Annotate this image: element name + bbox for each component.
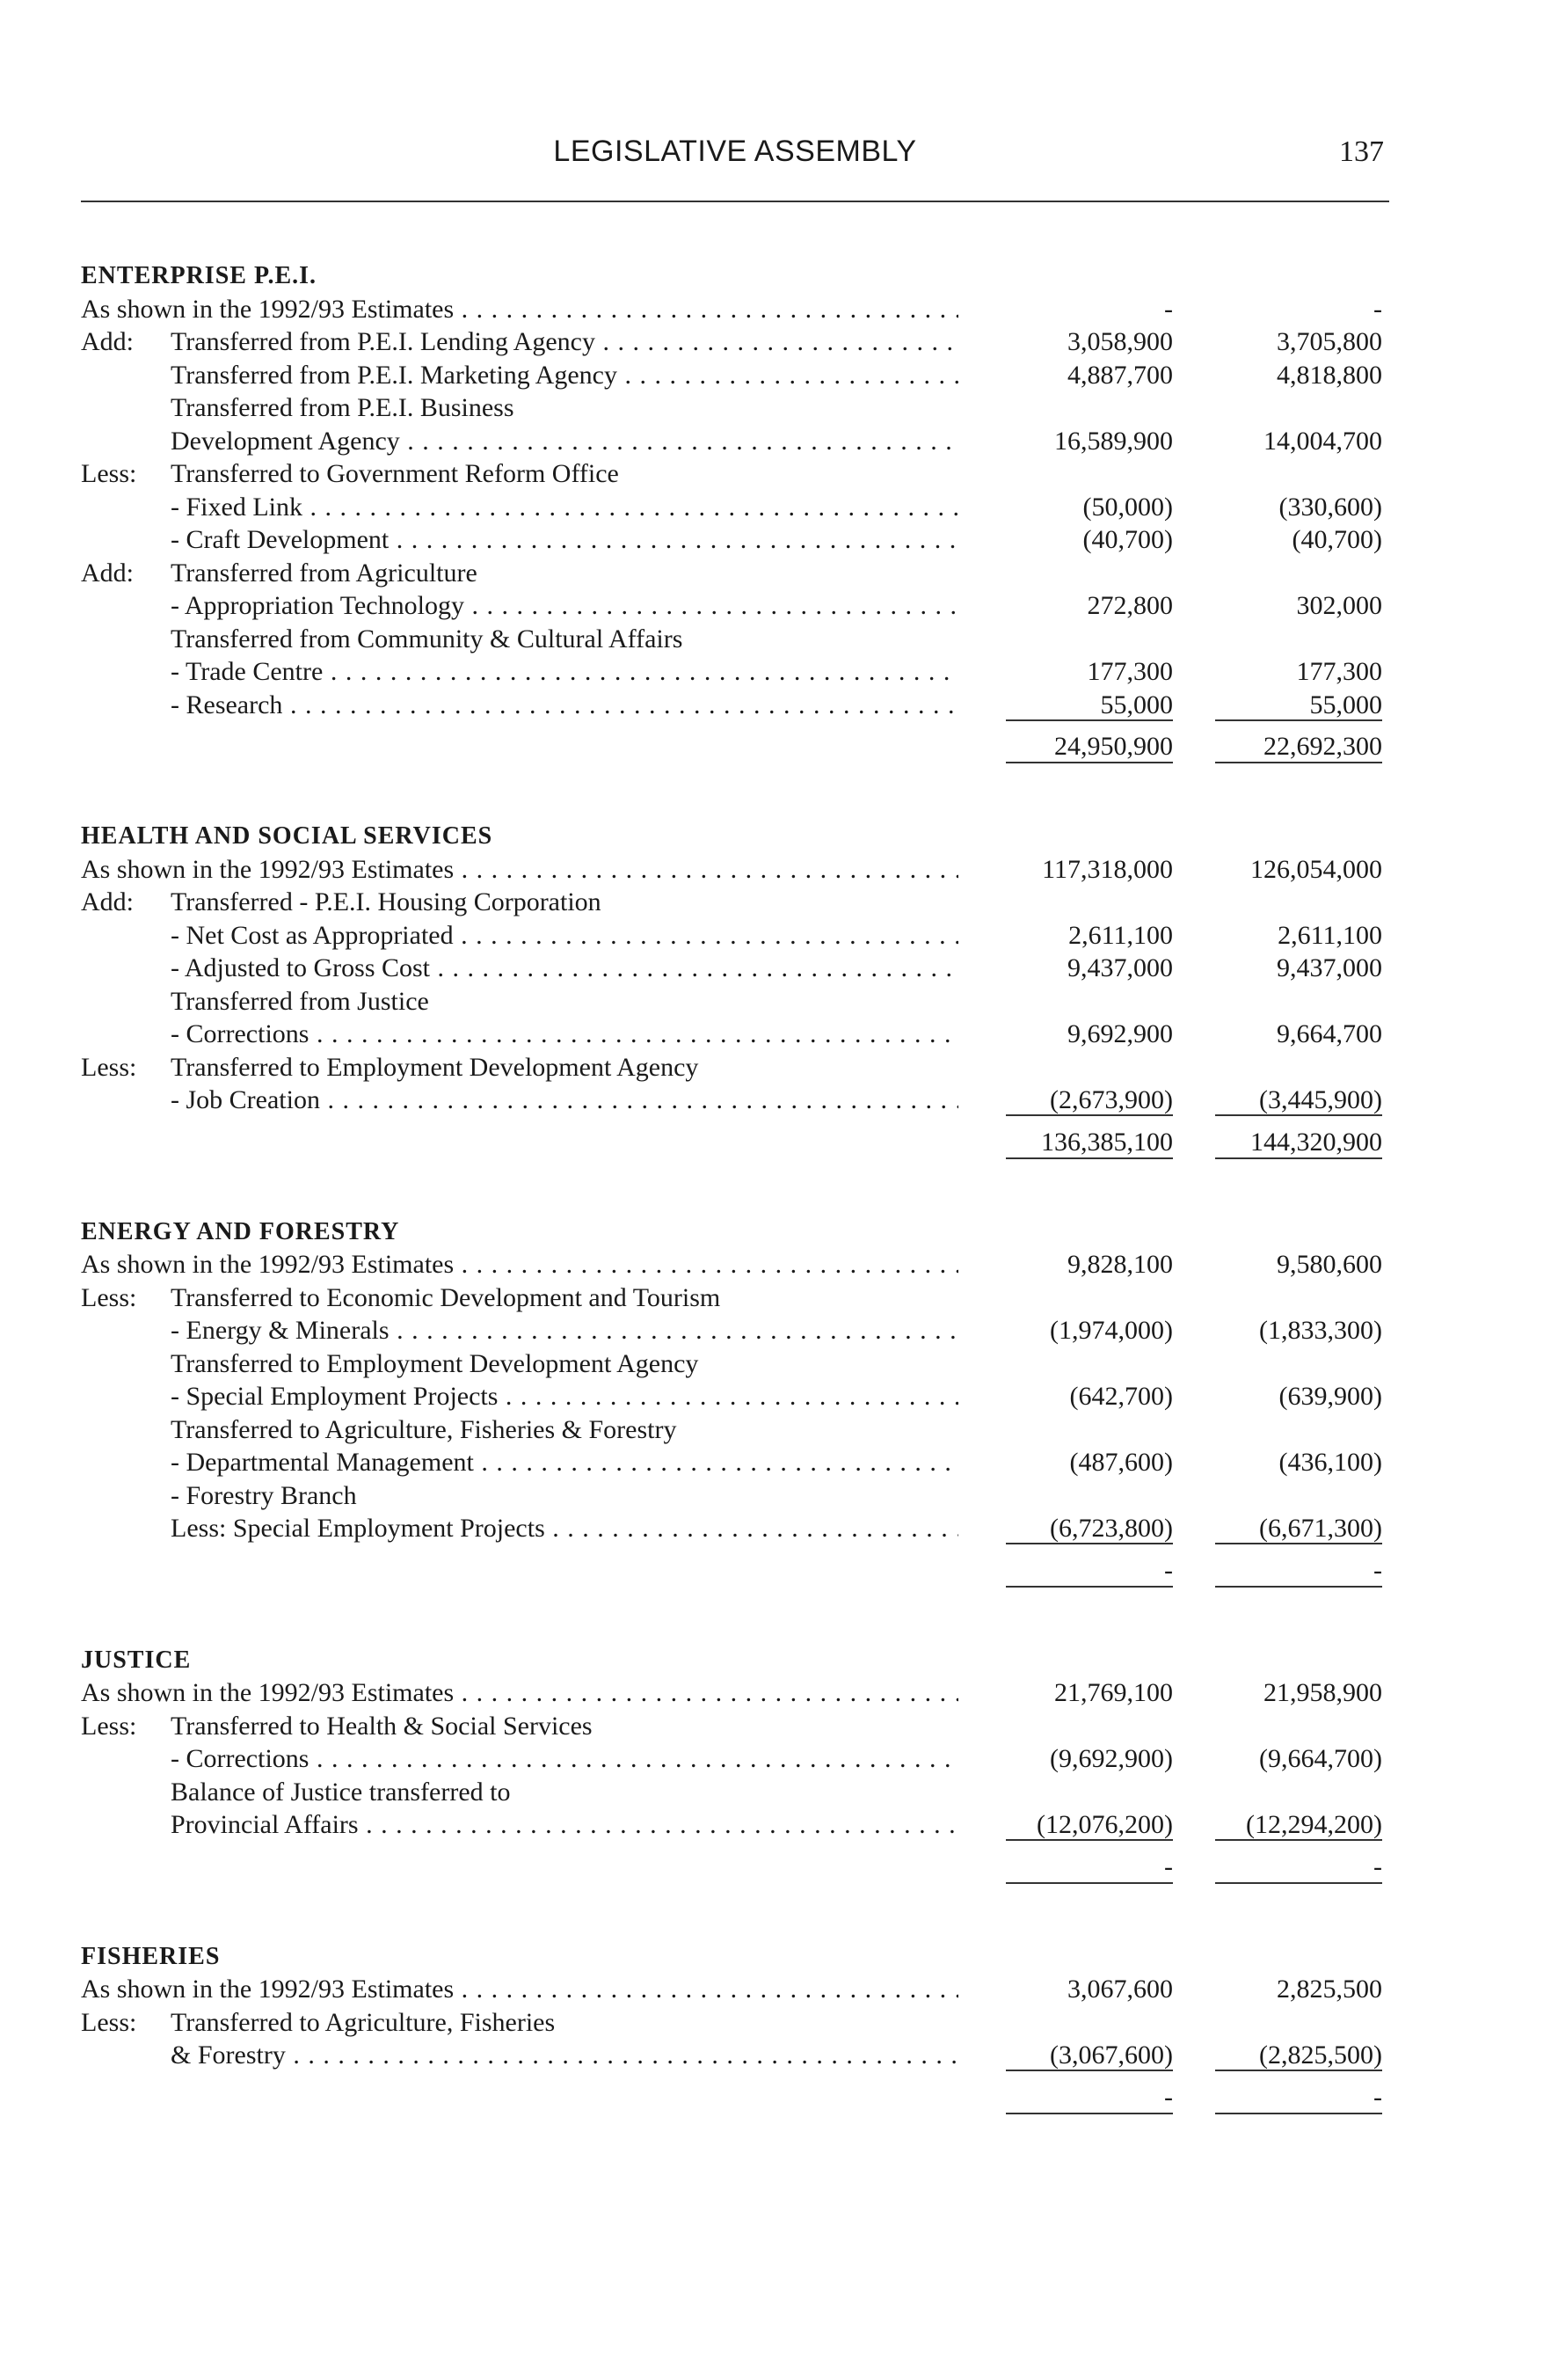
line-description [171, 359, 958, 392]
line-description [171, 1479, 357, 1513]
statement-line [81, 1973, 1389, 2006]
statement-line [81, 325, 1389, 359]
amount-column-1: 3,067,600 [1067, 1975, 1173, 2004]
statement-line [81, 886, 1389, 919]
line-text: - Net Cost as Appropriated . . . [171, 921, 958, 950]
line-text: - Craft Development . . . [171, 525, 958, 554]
statement-line [81, 359, 1389, 392]
line-description [171, 1742, 958, 1776]
line-description [171, 1051, 698, 1084]
line-text: - Research . . . [171, 690, 958, 719]
total-column-2: - [1215, 1851, 1382, 1884]
running-header [81, 135, 1389, 202]
line-description [171, 2006, 555, 2040]
statement-line [81, 623, 1389, 656]
line-text: Transferred to Employment Development Agency [171, 1052, 699, 1082]
line-description [171, 689, 958, 722]
statement-line [81, 293, 1389, 326]
amount-column-2: 126,054,000 [1250, 854, 1382, 884]
statement-section [81, 1644, 1389, 1940]
amount-column-2: 177,300 [1296, 657, 1382, 686]
statement-line [81, 1742, 1389, 1776]
statement-line [81, 985, 1389, 1018]
amount-column-2: (9,664,700) [1259, 1744, 1382, 1773]
amount-column-1: (50,000) [1082, 492, 1173, 522]
amount-column-2: 9,437,000 [1277, 953, 1382, 982]
header-title: LEGISLATIVE ASSEMBLY [553, 135, 917, 168]
line-description [171, 655, 958, 689]
line-text: - Energy & Minerals . . . [171, 1316, 958, 1345]
amount-column-2: (2,825,500) [1215, 2039, 1382, 2071]
line-description [171, 985, 429, 1018]
statement-section [81, 259, 1389, 820]
line-prefix: Less: [81, 1711, 137, 1741]
section-total [81, 2072, 1389, 2116]
statement-line [81, 1413, 1389, 1447]
amount-column-2: 3,705,800 [1277, 327, 1382, 356]
statement-line [81, 919, 1389, 953]
line-description [171, 1314, 958, 1347]
statement-line [81, 391, 1389, 425]
line-text: Transferred to Health & Social Services [171, 1711, 593, 1741]
line-description [171, 1347, 698, 1381]
amount-column-1: 16,589,900 [1054, 426, 1173, 456]
amount-column-2: (3,445,900) [1215, 1084, 1382, 1116]
line-text: Provincial Affairs . . . [171, 1810, 958, 1839]
amount-column-1: (6,723,800) [1006, 1512, 1173, 1544]
line-description [81, 1676, 958, 1710]
total-column-1: - [1006, 2081, 1173, 2114]
line-text: Transferred - P.E.I. Housing Corporation [171, 887, 601, 916]
line-text: As shown in the 1992/93 Estimates . . . [81, 295, 958, 324]
line-description [171, 523, 958, 557]
amount-column-1: 177,300 [1087, 657, 1173, 686]
amount-column-1: 2,611,100 [1068, 920, 1173, 950]
line-description [171, 2039, 958, 2072]
statement-line [81, 2039, 1389, 2072]
amount-column-1: 272,800 [1087, 591, 1173, 620]
section-spacer [81, 765, 1389, 820]
statement-line [81, 1512, 1389, 1545]
line-text: Less: Special Employment Projects . . . [171, 1514, 958, 1543]
line-text: - Adjusted to Gross Cost . . . [171, 953, 958, 982]
statement-line [81, 1380, 1389, 1413]
line-text: - Corrections . . . [171, 1744, 958, 1773]
section-spacer [81, 1589, 1389, 1644]
statement-line [81, 523, 1389, 557]
total-column-2: 22,692,300 [1215, 730, 1382, 763]
amount-column-2: (1,833,300) [1259, 1316, 1382, 1345]
statement-line [81, 952, 1389, 985]
statement-section [81, 820, 1389, 1216]
amount-column-2: 2,611,100 [1278, 920, 1382, 950]
statement-line [81, 1281, 1389, 1315]
total-column-2: - [1215, 1554, 1382, 1588]
amount-column-1: (2,673,900) [1006, 1084, 1173, 1116]
line-text: Transferred from Justice [171, 986, 429, 1016]
line-text: Balance of Justice transferred to [171, 1777, 511, 1807]
section-heading: JUSTICE [81, 1646, 192, 1674]
statement-line [81, 1676, 1389, 1710]
line-description [171, 557, 477, 590]
line-text: Development Agency . . . [171, 427, 958, 456]
amount-column-1: (3,067,600) [1006, 2039, 1173, 2071]
statement-line [81, 1248, 1389, 1281]
amount-column-2: 302,000 [1296, 591, 1382, 620]
total-column-1: 136,385,100 [1006, 1126, 1173, 1159]
line-text: As shown in the 1992/93 Estimates . . . [81, 1250, 958, 1279]
line-text: - Job Creation . . . [171, 1085, 958, 1114]
amount-column-2: (12,294,200) [1215, 1808, 1382, 1841]
amount-column-1: 9,828,100 [1067, 1250, 1173, 1279]
amount-column-2: 9,580,600 [1277, 1250, 1382, 1279]
section-total [81, 1842, 1389, 1886]
line-description [81, 1973, 958, 2006]
line-text: - Special Employment Projects . . . [171, 1382, 958, 1411]
statement-line [81, 1314, 1389, 1347]
total-column-1: - [1006, 1554, 1173, 1588]
statement-line [81, 655, 1389, 689]
section-spacer [81, 1886, 1389, 1940]
amount-column-2: 14,004,700 [1263, 426, 1382, 456]
amount-column-2: (436,100) [1278, 1448, 1382, 1477]
amount-column-1: - [1164, 294, 1173, 324]
line-description [171, 1084, 958, 1117]
line-description [171, 1776, 511, 1809]
statement-section [81, 1216, 1389, 1644]
line-description [171, 1413, 676, 1447]
line-text: Transferred from P.E.I. Marketing Agency . . . [171, 361, 958, 390]
line-text: - Departmental Management . . . [171, 1448, 958, 1477]
line-description [171, 1018, 958, 1051]
statement-line [81, 1479, 1389, 1513]
statement-line [81, 557, 1389, 590]
section-total [81, 1545, 1389, 1589]
amount-column-1: 21,769,100 [1054, 1678, 1173, 1707]
amount-column-1: (487,600) [1069, 1448, 1173, 1477]
amount-column-1: (40,700) [1082, 525, 1173, 554]
line-text: - Forestry Branch [171, 1480, 357, 1510]
line-description [171, 325, 958, 359]
amount-column-1: (9,692,900) [1050, 1744, 1173, 1773]
statement-line [81, 1446, 1389, 1479]
section-heading: FISHERIES [81, 1942, 221, 1970]
statement-line [81, 457, 1389, 491]
line-description [171, 1808, 958, 1842]
statement-content [81, 259, 1389, 2171]
amount-column-1: 3,058,900 [1067, 327, 1173, 356]
page-number: 137 [1339, 135, 1384, 168]
amount-column-2: 4,818,800 [1277, 360, 1382, 390]
line-description [171, 1710, 593, 1743]
total-column-2: - [1215, 2081, 1382, 2114]
line-text: & Forestry . . . [171, 2041, 958, 2070]
line-text: - Trade Centre . . . [171, 657, 958, 686]
total-column-1: 24,950,900 [1006, 730, 1173, 763]
statement-line [81, 853, 1389, 887]
line-description [81, 853, 958, 887]
amount-column-1: (1,974,000) [1050, 1316, 1173, 1345]
section-total [81, 1117, 1389, 1161]
line-text: Transferred from Community & Cultural Affairs [171, 624, 683, 653]
line-text: - Appropriation Technology . . . [171, 591, 958, 620]
amount-column-2: 2,825,500 [1277, 1975, 1382, 2004]
section-spacer [81, 1161, 1389, 1216]
amount-column-1: (12,076,200) [1006, 1808, 1173, 1841]
statement-line [81, 2006, 1389, 2040]
section-total [81, 721, 1389, 765]
line-description [171, 1512, 958, 1545]
statement-line [81, 1776, 1389, 1809]
statement-line [81, 425, 1389, 458]
line-description [81, 293, 958, 326]
line-prefix: Add: [81, 558, 134, 588]
line-prefix: Add: [81, 887, 134, 916]
total-column-2: 144,320,900 [1215, 1126, 1382, 1159]
line-text: Transferred from P.E.I. Business [171, 393, 514, 422]
amount-column-2: 21,958,900 [1263, 1678, 1382, 1707]
line-description [171, 919, 958, 953]
line-prefix: Add: [81, 327, 134, 356]
amount-column-1: 55,000 [1006, 689, 1173, 721]
line-description [171, 425, 958, 458]
line-prefix: Less: [81, 1282, 137, 1312]
statement-line [81, 1347, 1389, 1381]
statement-line [81, 589, 1389, 623]
amount-column-2: (330,600) [1278, 492, 1382, 522]
statement-line [81, 1084, 1389, 1117]
section-heading: ENERGY AND FORESTRY [81, 1217, 400, 1245]
line-description [171, 1446, 958, 1479]
line-text: As shown in the 1992/93 Estimates . . . [81, 1678, 958, 1707]
amount-column-1: (642,700) [1069, 1382, 1173, 1411]
line-text: Transferred to Economic Development and Tourism [171, 1282, 721, 1312]
statement-line [81, 1018, 1389, 1051]
amount-column-2: (40,700) [1292, 525, 1382, 554]
line-prefix: Less: [81, 459, 137, 488]
amount-column-2: (639,900) [1278, 1382, 1382, 1411]
line-prefix: Less: [81, 1052, 137, 1082]
line-text: Transferred to Agriculture, Fisheries [171, 2007, 556, 2037]
statement-line [81, 1051, 1389, 1084]
amount-column-2: 55,000 [1215, 689, 1382, 721]
line-description [171, 491, 958, 524]
line-text: - Fixed Link . . . [171, 493, 958, 522]
line-text: As shown in the 1992/93 Estimates . . . [81, 1975, 958, 2004]
line-description [171, 952, 958, 985]
statement-section [81, 1940, 1389, 2171]
line-description [81, 1248, 958, 1281]
statement-line [81, 491, 1389, 524]
line-text: - Corrections . . . [171, 1019, 958, 1048]
line-text: Transferred to Agriculture, Fisheries & Forestry [171, 1414, 677, 1444]
line-text: As shown in the 1992/93 Estimates . . . [81, 855, 958, 884]
amount-column-1: 9,692,900 [1067, 1019, 1173, 1048]
line-description [171, 457, 619, 491]
line-text: Transferred to Government Reform Office [171, 459, 619, 488]
amount-column-1: 117,318,000 [1042, 854, 1173, 884]
total-column-1: - [1006, 1851, 1173, 1884]
amount-column-1: 4,887,700 [1067, 360, 1173, 390]
statement-line [81, 1710, 1389, 1743]
line-text: Transferred to Employment Development Agency [171, 1348, 699, 1378]
amount-column-2: 9,664,700 [1277, 1019, 1382, 1048]
line-text: Transferred from P.E.I. Lending Agency . . . [171, 327, 958, 356]
line-description [171, 623, 682, 656]
section-spacer [81, 2116, 1389, 2171]
amount-column-2: (6,671,300) [1215, 1512, 1382, 1544]
line-description [171, 589, 958, 623]
line-description [171, 886, 601, 919]
line-description [171, 1281, 720, 1315]
line-description [171, 1380, 958, 1413]
amount-column-2: - [1373, 294, 1382, 324]
line-prefix: Less: [81, 2007, 137, 2037]
statement-line [81, 1808, 1389, 1842]
amount-column-1: 9,437,000 [1067, 953, 1173, 982]
statement-line [81, 689, 1389, 722]
line-text: Transferred from Agriculture [171, 558, 477, 588]
section-heading: HEALTH AND SOCIAL SERVICES [81, 822, 493, 850]
section-heading: ENTERPRISE P.E.I. [81, 262, 317, 289]
line-description [171, 391, 514, 425]
